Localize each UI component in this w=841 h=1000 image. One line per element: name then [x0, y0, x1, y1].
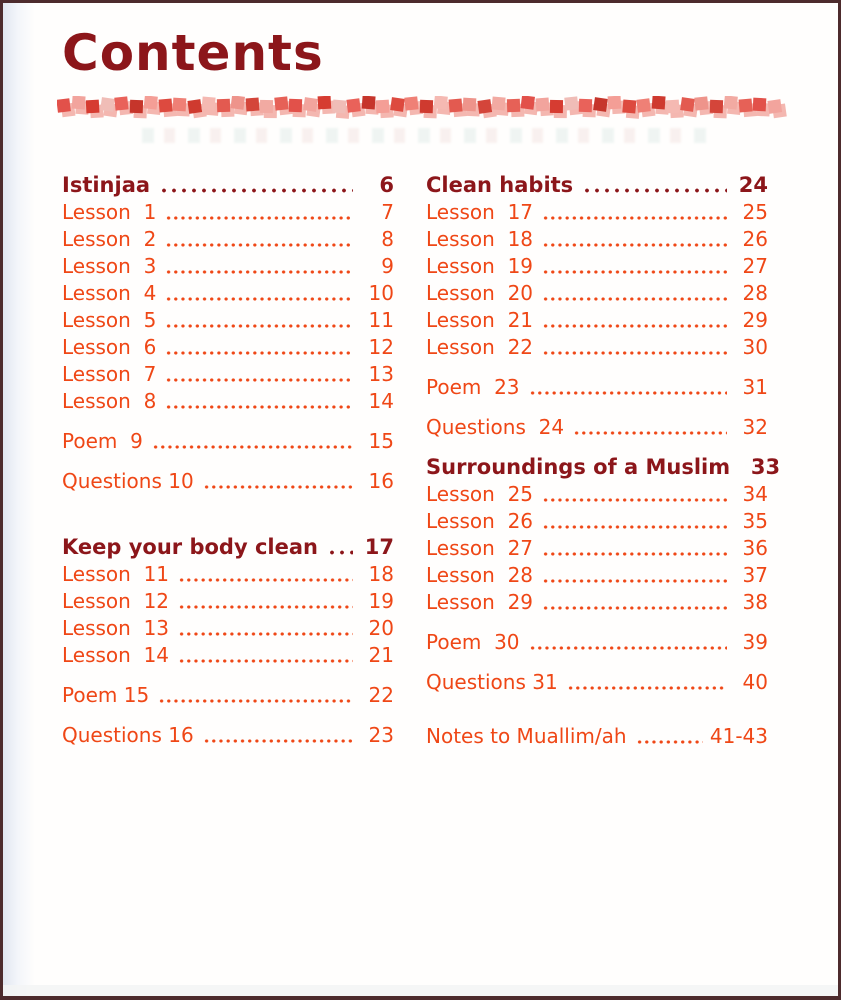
band-square: [376, 99, 390, 113]
toc-entry-label: Lesson 1: [62, 199, 157, 224]
dot-leader: [542, 215, 727, 221]
toc-section-heading: [62, 171, 394, 198]
dot-leader: [542, 605, 727, 611]
page-number: 39: [742, 629, 768, 654]
toc-entry: [62, 225, 394, 252]
toc-entry: [62, 587, 394, 614]
band-square: [666, 99, 680, 113]
page-number: 10: [368, 280, 394, 305]
toc-entry-label: Lesson 4: [62, 280, 157, 305]
toc-entry: [426, 333, 768, 360]
band-square: [521, 96, 535, 110]
dot-leader: [158, 698, 353, 704]
band-square: [738, 98, 752, 112]
page-number: 20: [368, 615, 394, 640]
dot-leader: [152, 444, 353, 450]
toc-entry: [62, 198, 394, 225]
band-square: [216, 98, 229, 111]
dot-leader: [165, 350, 353, 356]
band-square: [71, 96, 85, 109]
band-square: [550, 99, 563, 112]
toc-entry-label: Poem 9: [62, 428, 143, 453]
page-number: 30: [742, 334, 768, 359]
toc-entry-label: Lesson 14: [62, 642, 170, 667]
toc-entry-label: Lesson 17: [426, 199, 534, 224]
band-square: [694, 96, 708, 110]
toc-section-heading: [62, 533, 394, 560]
toc-entry-label: Surroundings of a Muslim: [426, 454, 731, 479]
toc-entry-label: Lesson 28: [426, 562, 534, 587]
toc-entry: [426, 507, 768, 534]
band-square: [390, 97, 405, 112]
toc-columns: [62, 171, 838, 749]
toc-entry: [426, 628, 768, 655]
page-number: 18: [368, 561, 394, 586]
dot-leader: [542, 551, 727, 557]
page-number: 33: [750, 454, 781, 479]
band-square: [114, 96, 128, 110]
toc-entry-label: Lesson 21: [426, 307, 534, 332]
toc-entry: [426, 306, 768, 333]
band-square: [404, 96, 418, 110]
band-square: [332, 99, 346, 113]
dot-leader: [542, 524, 727, 530]
band-square: [202, 96, 216, 110]
toc-entry-label: Lesson 12: [62, 588, 170, 613]
dot-leader: [529, 645, 727, 651]
toc-section-heading: [426, 453, 781, 480]
band-square: [318, 96, 332, 109]
toc-entry: [62, 387, 394, 414]
band-square: [535, 97, 549, 111]
toc-entry: [62, 252, 394, 279]
toc-column-left: [62, 171, 394, 749]
dot-leader: [165, 296, 353, 302]
toc-entry-label: Lesson 18: [426, 226, 534, 251]
dot-leader: [573, 430, 727, 436]
band-square: [419, 99, 432, 112]
dot-leader: [542, 578, 727, 584]
band-square: [100, 97, 115, 112]
dot-leader: [542, 497, 727, 503]
band-square: [506, 98, 519, 111]
band-square: [636, 98, 650, 112]
page-number: 6: [379, 172, 394, 197]
toc-entry: [426, 722, 768, 749]
page-number: 27: [742, 253, 768, 278]
dot-leader: [165, 269, 353, 275]
page-number: 23: [368, 722, 394, 747]
toc-entry-label: Istinjaa: [62, 172, 151, 197]
band-square: [361, 96, 375, 109]
toc-entry: [62, 560, 394, 587]
band-square: [477, 99, 492, 114]
toc-entry: [62, 641, 394, 668]
dot-leader: [165, 377, 353, 383]
page-number: 12: [368, 334, 394, 359]
toc-entry-label: Poem 15: [62, 682, 150, 707]
dot-leader: [582, 187, 727, 194]
page-number: 38: [742, 589, 768, 614]
page-number: 32: [742, 414, 768, 439]
page-number: 8: [381, 226, 394, 251]
band-square: [434, 96, 448, 110]
band-square: [448, 98, 462, 112]
dot-leader: [542, 269, 727, 275]
toc-entry-label: Notes to Muallim/ah: [426, 723, 627, 748]
band-square: [303, 97, 318, 112]
dot-leader: [178, 577, 353, 583]
band-square: [129, 99, 142, 112]
toc-entry: [62, 279, 394, 306]
toc-column-right: [426, 171, 781, 749]
page-title: Contents: [62, 24, 324, 82]
toc-entry: [426, 225, 768, 252]
toc-entry: [426, 252, 768, 279]
toc-entry: [62, 614, 394, 641]
page-number: 24: [738, 172, 768, 197]
page-number: 34: [742, 481, 768, 506]
toc-entry-label: Lesson 11: [62, 561, 170, 586]
page-number: 37: [742, 562, 768, 587]
band-square: [187, 99, 202, 114]
page-number: 25: [742, 199, 768, 224]
band-square: [245, 97, 259, 111]
toc-entry-label: Lesson 7: [62, 361, 157, 386]
page-number: 11: [368, 307, 394, 332]
toc-entry: [426, 279, 768, 306]
toc-entry: [62, 427, 394, 454]
dot-leader: [327, 549, 353, 556]
toc-entry-label: Keep your body clean: [62, 534, 318, 559]
page-number: 28: [742, 280, 768, 305]
band-square: [608, 96, 622, 109]
dot-leader: [165, 404, 353, 410]
band-square: [593, 97, 608, 112]
page-number: 19: [368, 588, 394, 613]
band-square: [86, 99, 100, 113]
toc-entry: [426, 413, 768, 440]
page-number: 13: [368, 361, 394, 386]
band-square: [680, 97, 695, 112]
band-square: [274, 96, 288, 110]
toc-entry: [426, 534, 768, 561]
page-number: 41-43: [709, 723, 768, 748]
band-square: [57, 98, 71, 112]
toc-entry-label: Lesson 25: [426, 481, 534, 506]
toc-entry-label: Questions 10: [62, 468, 194, 493]
page-number: 26: [742, 226, 768, 251]
toc-content: [3, 3, 838, 749]
band-square: [231, 96, 245, 110]
band-square: [622, 99, 636, 113]
page-number: 16: [368, 468, 394, 493]
page-number: 36: [742, 535, 768, 560]
dot-leader: [165, 323, 353, 329]
toc-entry: [426, 668, 768, 695]
band-square: [767, 99, 782, 114]
toc-entry: [62, 360, 394, 387]
dot-leader: [165, 242, 353, 248]
dot-leader: [542, 323, 727, 329]
band-square: [158, 98, 172, 112]
dot-leader: [203, 484, 353, 490]
band-square: [260, 99, 273, 112]
toc-entry-label: Lesson 5: [62, 307, 157, 332]
toc-entry-label: Lesson 6: [62, 334, 157, 359]
page-number: 31: [742, 374, 768, 399]
dot-leader: [542, 242, 727, 248]
dot-leader: [165, 215, 353, 221]
toc-entry-label: Lesson 26: [426, 508, 534, 533]
band-square: [463, 97, 477, 111]
band-square: [144, 96, 158, 110]
page-number: 15: [368, 428, 394, 453]
toc-entry-label: Lesson 29: [426, 589, 534, 614]
toc-entry: [426, 373, 768, 400]
toc-entry: [426, 480, 768, 507]
toc-entry-label: Lesson 2: [62, 226, 157, 251]
band-square: [579, 98, 592, 111]
toc-entry-label: Questions 16: [62, 722, 194, 747]
band-square: [346, 98, 360, 112]
dot-leader: [636, 739, 703, 745]
toc-entry: [62, 333, 394, 360]
toc-entry-label: Lesson 27: [426, 535, 534, 560]
toc-entry: [62, 306, 394, 333]
page-number: 29: [742, 307, 768, 332]
toc-entry: [426, 198, 768, 225]
band-square: [289, 98, 302, 111]
toc-entry-label: Questions 31: [426, 669, 558, 694]
toc-entry-label: Lesson 8: [62, 388, 157, 413]
dot-leader: [178, 658, 353, 664]
toc-section-heading: [426, 171, 768, 198]
band-square: [724, 96, 738, 110]
page-number: 21: [368, 642, 394, 667]
toc-entry: [62, 467, 394, 494]
toc-entry-label: Questions 24: [426, 414, 565, 439]
show-through-ghost-band: [142, 128, 707, 143]
page-number: 7: [381, 199, 394, 224]
band-square: [753, 97, 767, 111]
dot-leader: [542, 350, 727, 356]
toc-entry-label: Lesson 22: [426, 334, 534, 359]
dot-leader: [567, 685, 727, 691]
toc-entry-label: Lesson 19: [426, 253, 534, 278]
toc-entry: [426, 588, 768, 615]
toc-entry-label: Poem 23: [426, 374, 520, 399]
toc-entry: [62, 721, 394, 748]
page-number: 40: [742, 669, 768, 694]
band-square: [492, 96, 506, 110]
dot-leader: [542, 296, 727, 302]
toc-entry: [426, 561, 768, 588]
toc-entry-label: Poem 30: [426, 629, 520, 654]
band-square: [709, 99, 722, 112]
dot-leader: [203, 738, 353, 744]
toc-entry-label: Lesson 3: [62, 253, 157, 278]
toc-entry-label: Clean habits: [426, 172, 574, 197]
toc-entry-label: Lesson 20: [426, 280, 534, 305]
decorative-squares-band: [57, 96, 838, 126]
page-number: 35: [742, 508, 768, 533]
band-square: [564, 96, 578, 110]
band-square: [173, 97, 187, 111]
page-number: 9: [381, 253, 394, 278]
dot-leader: [529, 390, 727, 396]
band-square: [651, 96, 665, 109]
page-number: 22: [368, 682, 394, 707]
dot-leader: [178, 604, 353, 610]
toc-entry-label: Lesson 13: [62, 615, 170, 640]
page-number: 17: [364, 534, 394, 559]
page-number: 14: [368, 388, 394, 413]
toc-entry: [62, 681, 394, 708]
page-bottom-edge: [3, 985, 838, 996]
dot-leader: [159, 187, 353, 194]
dot-leader: [178, 631, 353, 637]
